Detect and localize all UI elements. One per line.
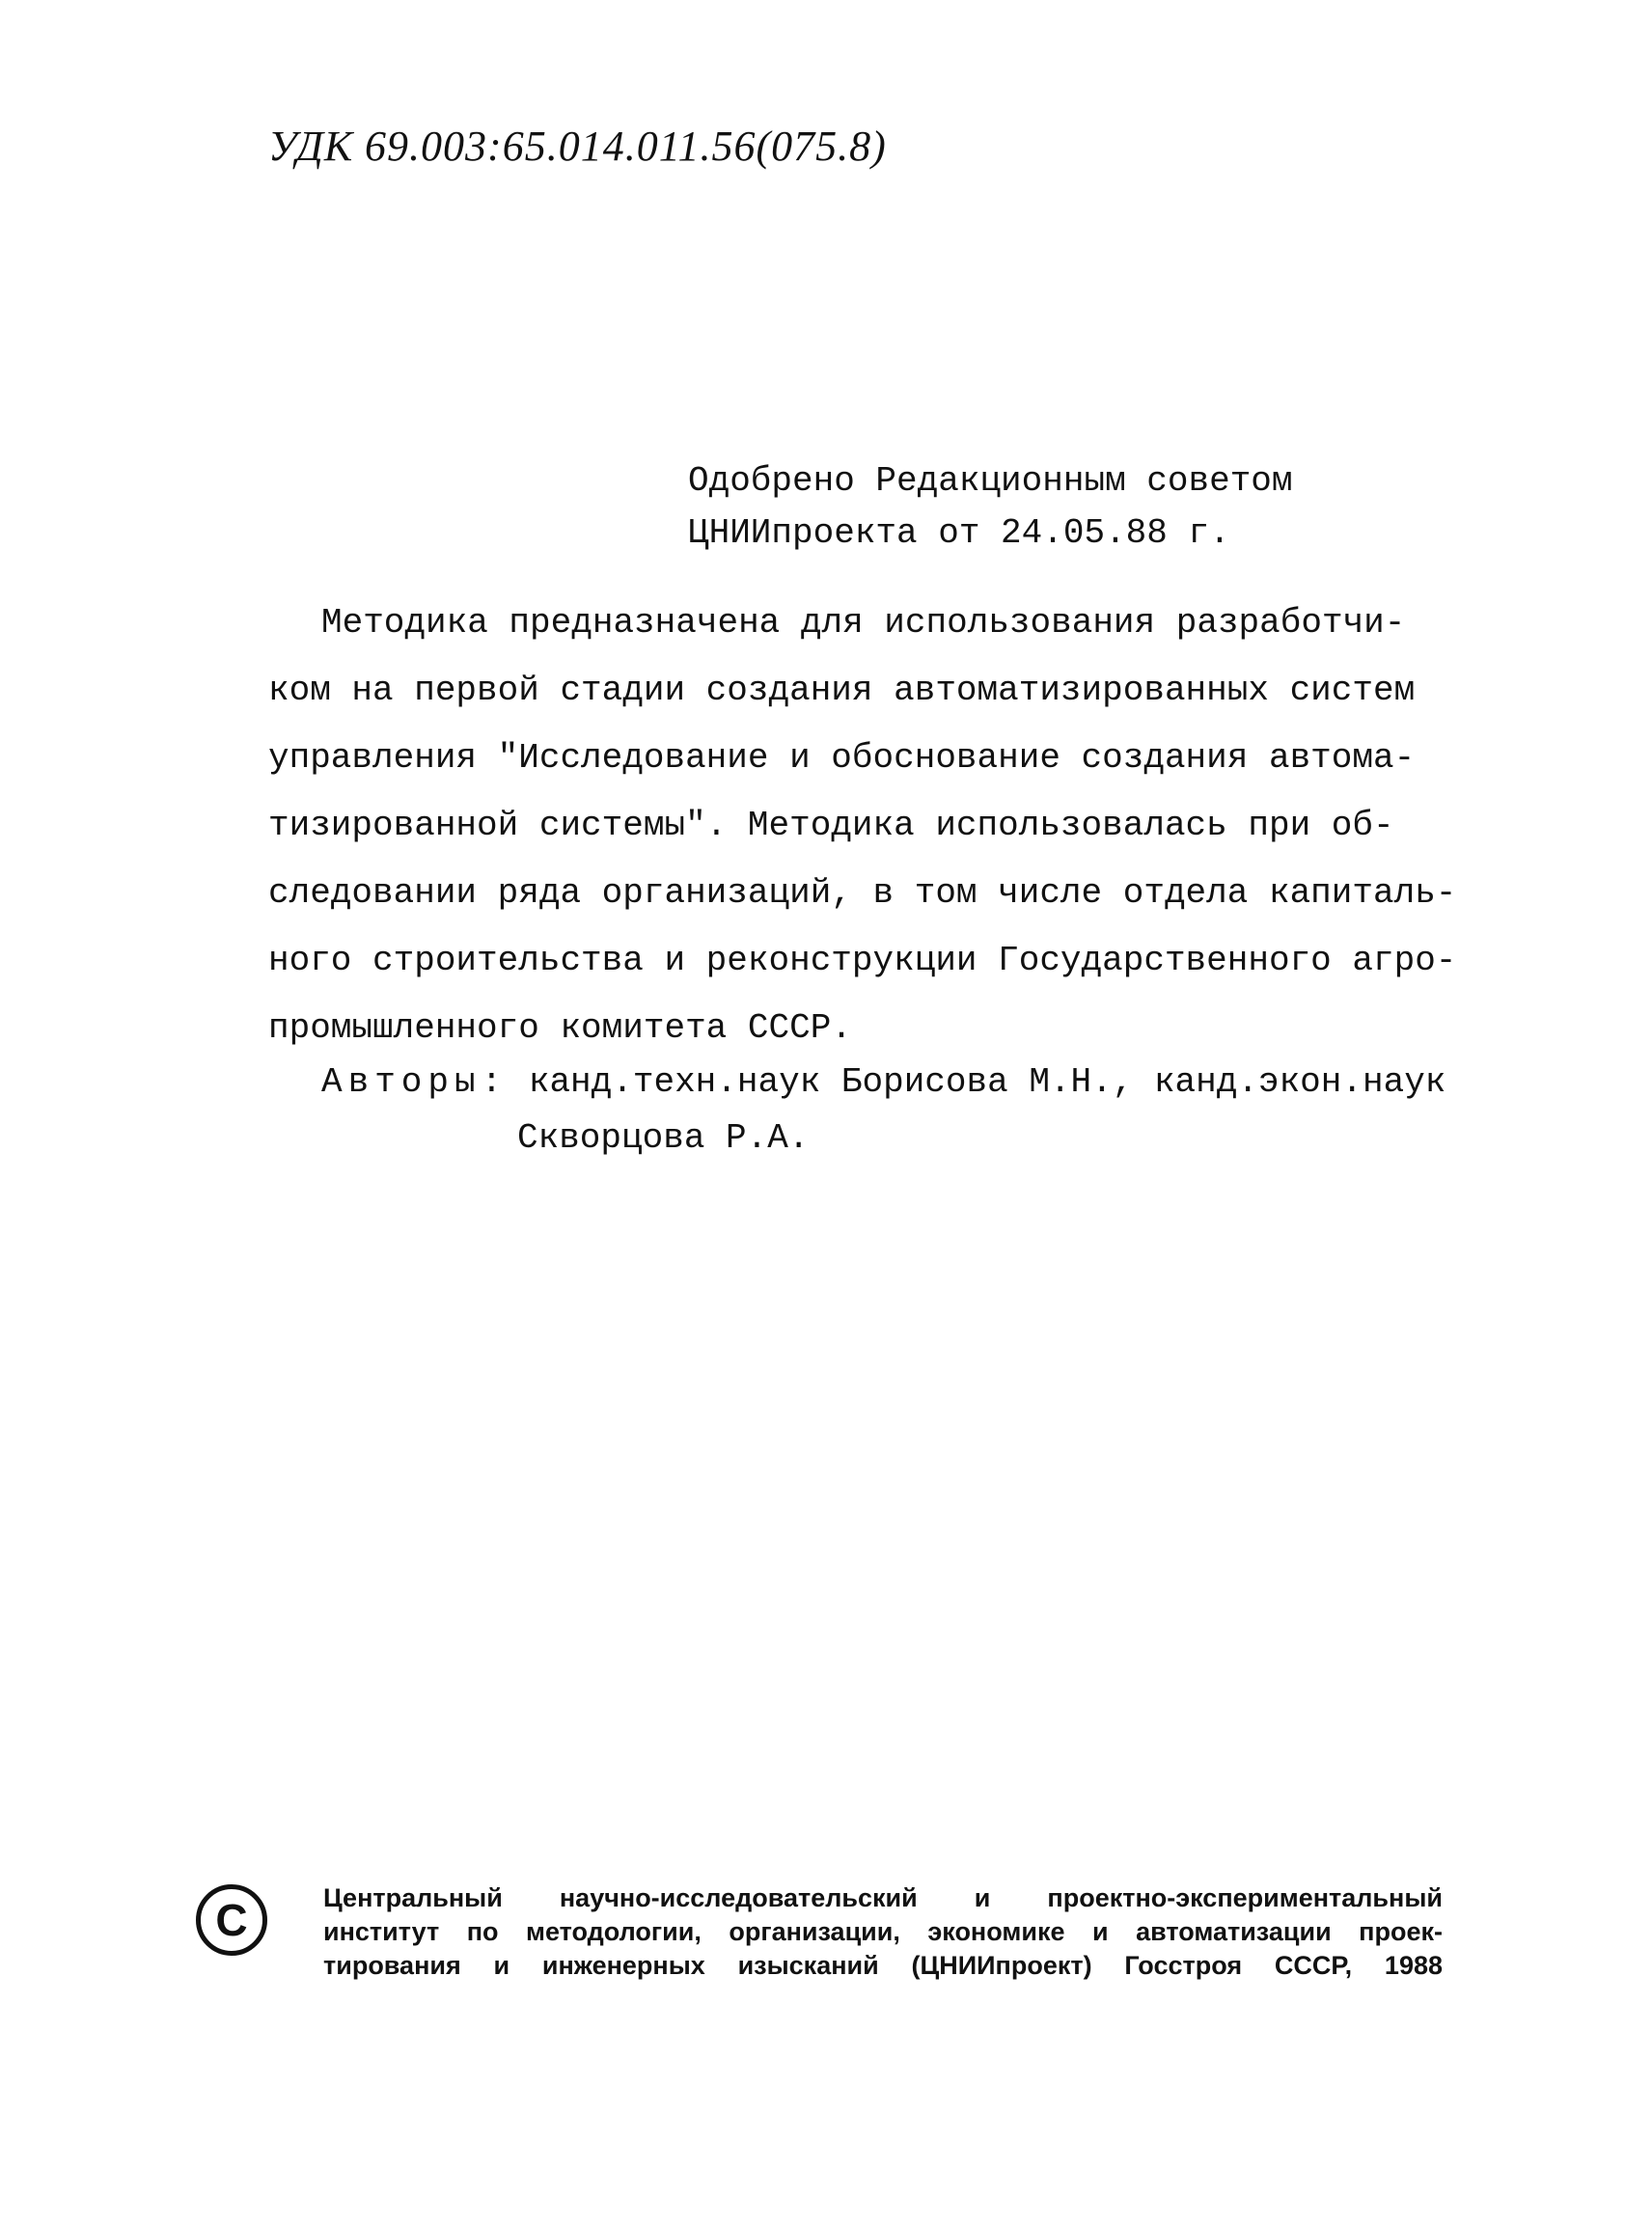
publisher-line: Центральный научно-исследовательский и проектно-экспериментальный (323, 1883, 1443, 1912)
authors-label: Авторы: (321, 1062, 509, 1102)
abstract-line: Методика предназначена для использования разработчи- (321, 603, 1406, 643)
authors-line: канд.техн.наук Борисова М.Н., канд.экон.наук (528, 1062, 1446, 1102)
approval-note (688, 455, 1293, 560)
abstract-paragraph (268, 590, 1457, 1062)
abstract-line: ного строительства и реконструкции Государственного агро- (268, 941, 1457, 980)
publisher-line: тирования и инженерных изысканий (ЦНИИпроект) Госстроя СССР, 1988 (323, 1951, 1443, 1980)
authors-block (321, 1055, 1446, 1166)
publisher-imprint (323, 1881, 1443, 1983)
abstract-line: ком на первой стадии создания автоматизированных систем (268, 671, 1416, 710)
abstract-line: управления "Исследование и обоснование создания автома- (268, 738, 1416, 778)
publisher-line: институт по методологии, организации, экономике и автоматизации проек- (323, 1917, 1443, 1946)
udk-code: УДК 69.003:65.014.011.56(075.8) (268, 123, 887, 170)
approval-line: ЦНИИпроекта от 24.05.88 г. (688, 513, 1230, 553)
abstract-line: тизированной системы". Методика использовалась при об- (268, 806, 1394, 845)
authors-line: Скворцова Р.А. (517, 1118, 810, 1158)
copyright-symbol: C (215, 1895, 248, 1945)
abstract-line: следовании ряда организаций, в том числе отдела капиталь- (268, 873, 1457, 913)
approval-line: Одобрено Редакционным советом (688, 461, 1293, 501)
copyright-icon (196, 1884, 267, 1956)
abstract-line: промышленного комитета СССР. (268, 1008, 852, 1048)
